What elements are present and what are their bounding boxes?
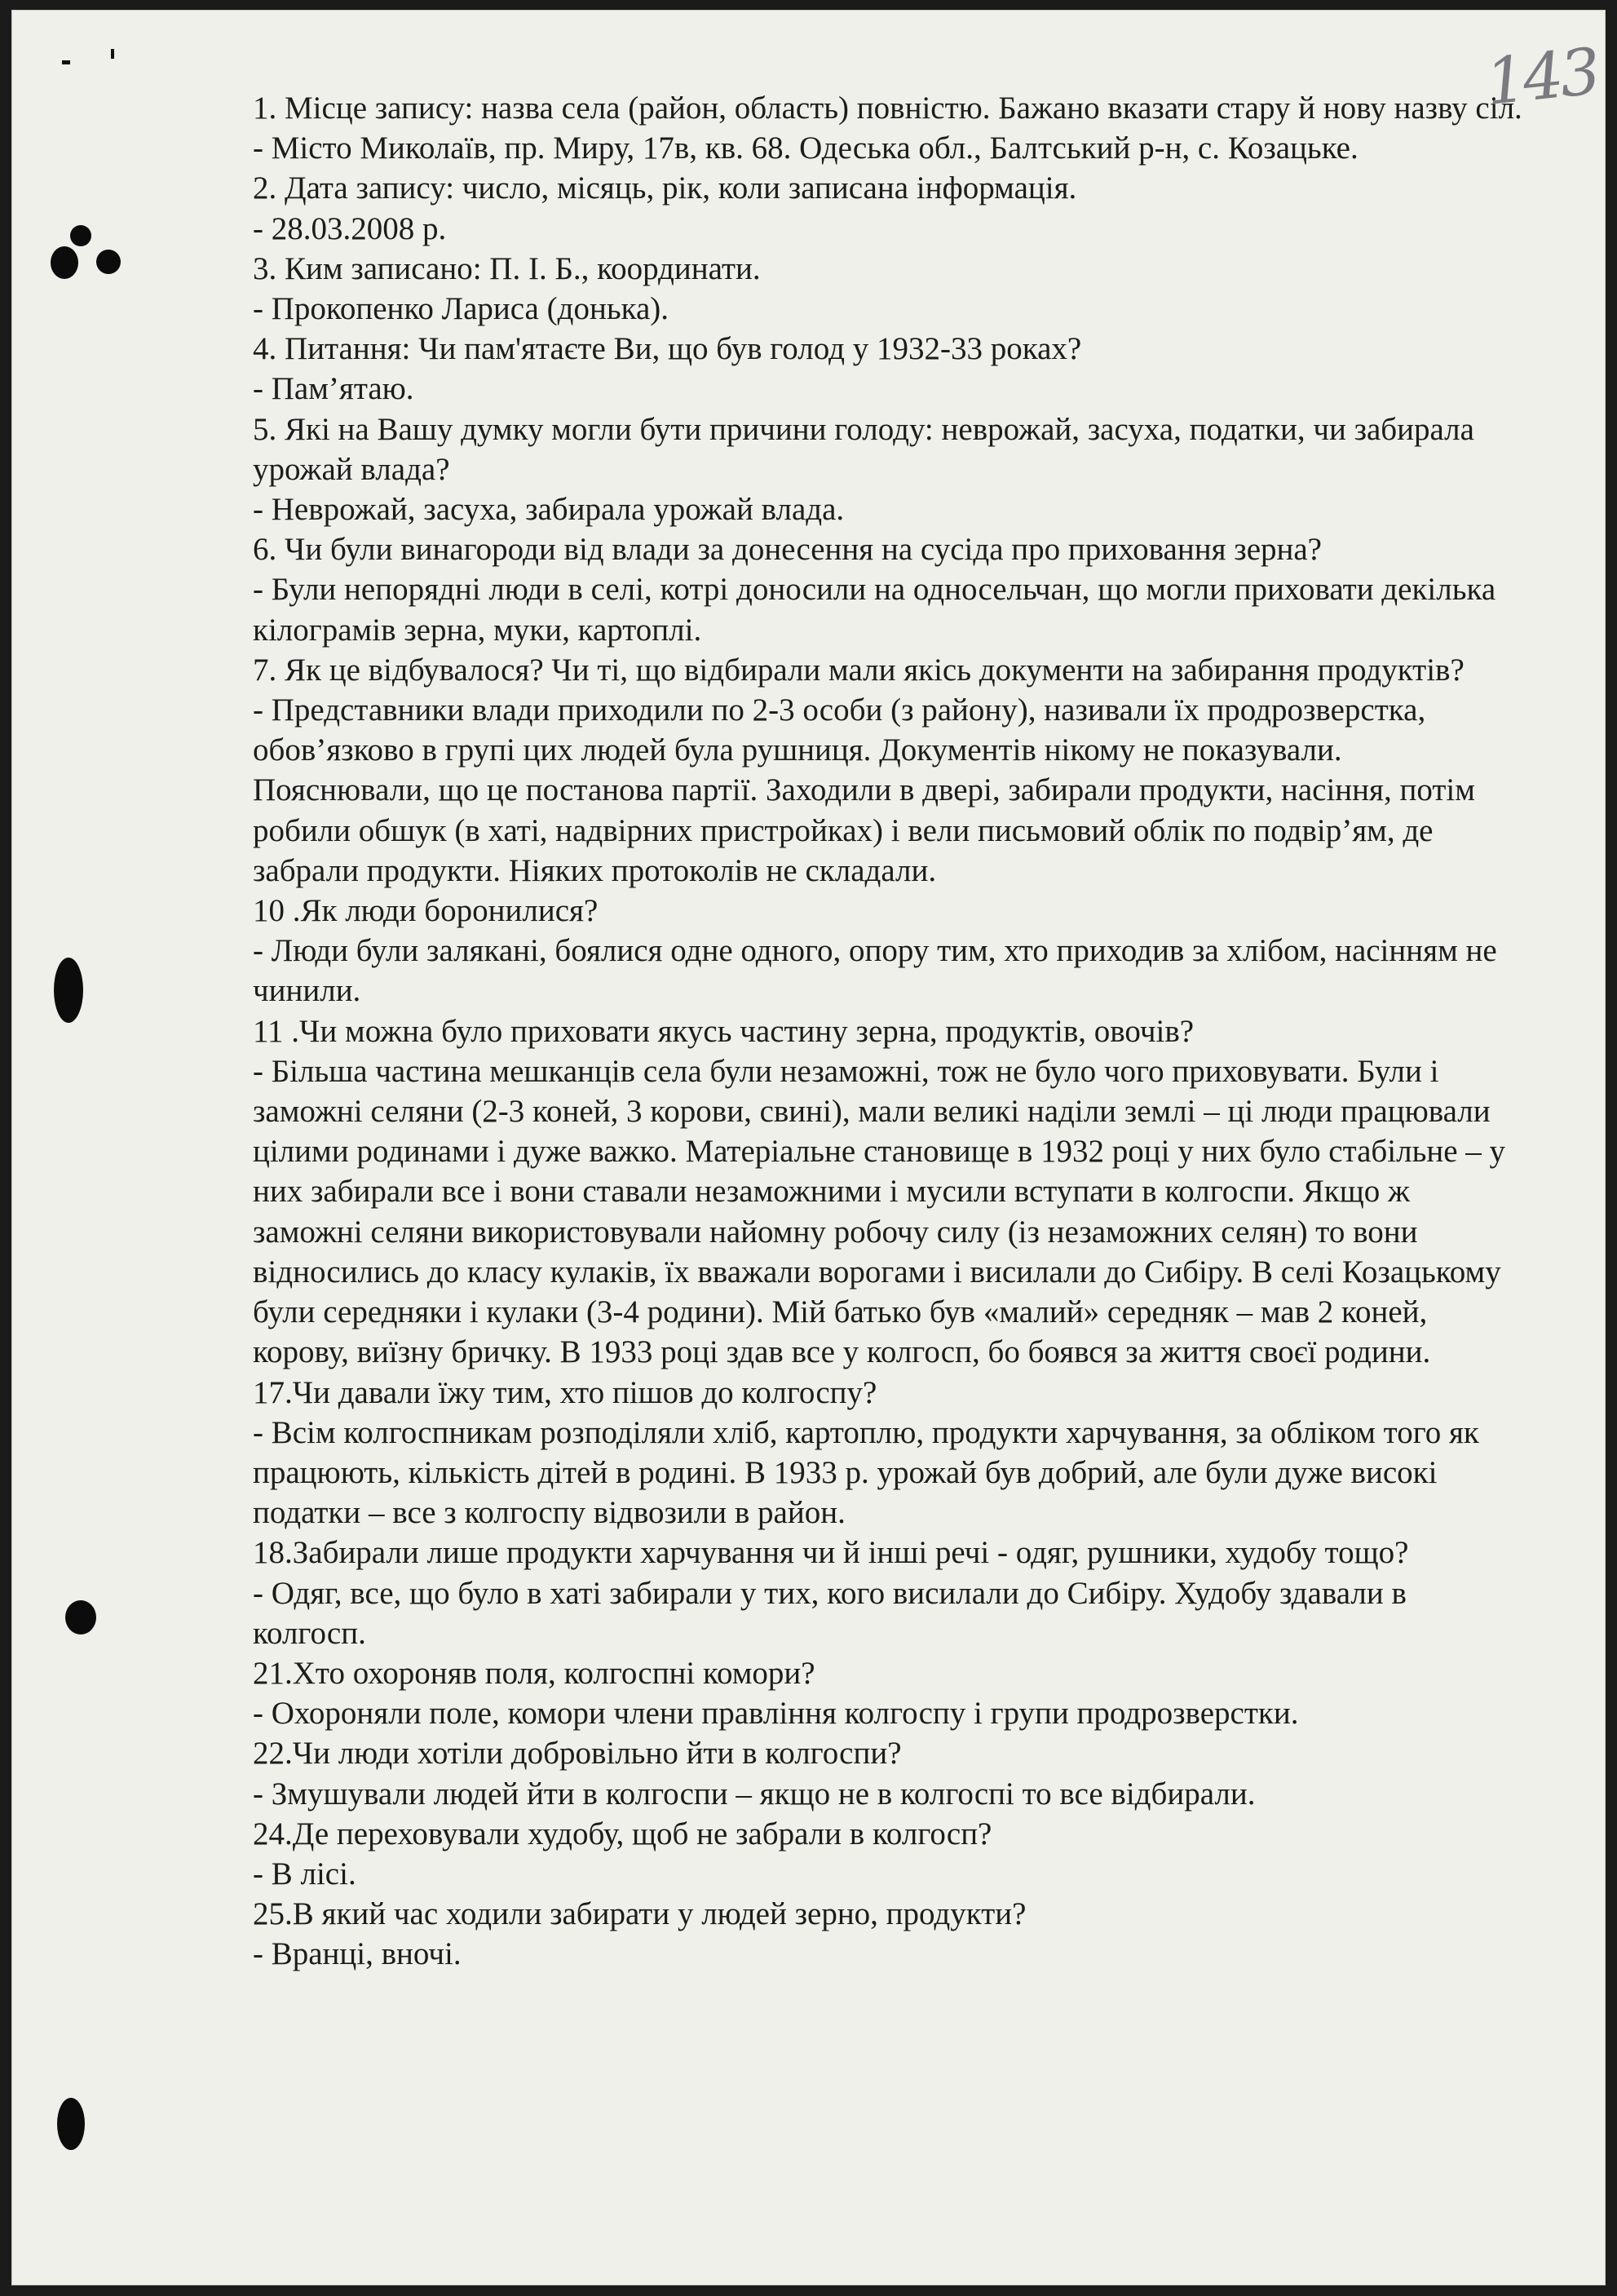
handwritten-page-number: 143 [1482, 35, 1602, 120]
answer-6: - Були непорядні люди в селі, котрі доносили на односельчан, що могли приховати декілька кілограмів зерна, муки, картоплі. [253, 572, 1496, 648]
answer-10: - Люди були залякані, боялися одне одного, опору тим, хто приходив за хлібом, насінням не чинили. [253, 933, 1497, 1009]
question-18: 18.Забирали лише продукти харчування чи й інші речі - одяг, рушники, худобу тощо? [253, 1535, 1409, 1571]
question-11: 11 .Чи можна було приховати якусь частину зерна, продуктів, овочів? [253, 1013, 1195, 1049]
answer-25: - Вранці, вночі. [253, 1936, 462, 1972]
question-3: 3. Ким записано: П. І. Б., координати. [253, 250, 761, 286]
answer-17: - Всім колгоспникам розподіляли хліб, картоплю, продукти харчування, за обліком того як працюють, кількість дітей в родині. В 1933 р. урожай був добрий, але були дуже високі податки – все з колгоспу відвозили в район. [253, 1414, 1479, 1531]
punch-hole [65, 1600, 96, 1635]
answer-2: - 28.03.2008 р. [253, 210, 447, 246]
punch-hole [51, 246, 78, 279]
punch-hole [57, 2098, 85, 2150]
document-body [253, 88, 1525, 1975]
question-21: 21.Хто охороняв поля, колгоспні комори? [253, 1655, 815, 1691]
answer-18: - Одяг, все, що було в хаті забирали у тих, кого висилали до Сибіру. Худобу здавали в колгосп. [253, 1575, 1407, 1651]
answer-11: - Більша частина мешканців села були незаможні, тож не було чого приховувати. Були і заможні селяни (2-3 коней, 3 корови, свині), мали великі наділи землі – ці люди працювали цілими родинами і дуже важко. Матеріальне становище в 1932 році у них було стабільне – у них забирали все і вони ставали незаможними і мусили вступати в колгоспи. Якщо ж заможні селяни використовували найомну робочу силу (із незаможних селян) то вони відносились до класу кулаків, їх вважали ворогами і висилали до Сибіру. В селі Козацькому були середняки і кулаки (3-4 родини). Мій батько був «малий» середняк – мав 2 коней, корову, виїзну бричку. В 1933 році здав все у колгосп, бо боявся за життя своєї родини. [253, 1053, 1506, 1370]
answer-7: - Представники влади приходили по 2-3 особи (з району), називали їх продрозверстка, обов’язково в групі цих людей була рушниця. Документів нікому не показували. Пояснювали, що це постанова партії. Заходили в двері, забирали продукти, насіння, потім робили обшук (в хаті, надвірних пристройках) і вели письмовий облік по подвір’ям, де забрали продукти. Ніяких протоколів не складали. [253, 692, 1475, 888]
question-1: 1. Місце запису: назва села (район, область) повністю. Бажано вказати стару й нову назву сіл. [253, 91, 1522, 126]
question-22: 22.Чи люди хотіли добровільно йти в колгоспи? [253, 1736, 902, 1772]
corner-mark [111, 49, 114, 59]
question-24: 24.Де переховували худобу, щоб не забрали в колгосп? [253, 1816, 992, 1851]
document-page [11, 10, 1606, 2285]
answer-24: - В лісі. [253, 1856, 356, 1891]
answer-1: - Місто Миколаїв, пр. Миру, 17в, кв. 68. Одеська обл., Балтський р-н, с. Козацьке. [253, 131, 1359, 166]
answer-3: - Прокопенко Лариса (донька). [253, 291, 669, 327]
corner-mark [62, 60, 70, 64]
question-7: 7. Як це відбувалося? Чи ті, що відбирали мали якісь документи на забирання продуктів? [253, 652, 1465, 688]
answer-21: - Охороняли поле, комори члени правління колгоспу і групи продрозверстки. [253, 1696, 1299, 1732]
answer-5: - Неврожай, засуха, забирала урожай влада. [253, 492, 845, 528]
punch-hole [54, 958, 83, 1023]
question-17: 17.Чи давали їжу тим, хто пішов до колгоспу? [253, 1374, 877, 1410]
question-25: 25.В який час ходили забирати у людей зерно, продукти? [253, 1896, 1027, 1932]
question-2: 2. Дата запису: число, місяць, рік, коли записана інформація. [253, 170, 1077, 206]
answer-22: - Змушували людей йти в колгоспи – якщо не в колгоспі то все відбирали. [253, 1776, 1256, 1812]
punch-hole [70, 225, 91, 246]
question-5: 5. Які на Вашу думку могли бути причини голоду: неврожай, засуха, податки, чи забирала урожай влада? [253, 411, 1474, 487]
answer-4: - Пам’ятаю. [253, 371, 414, 407]
punch-hole [96, 250, 121, 274]
question-4: 4. Питання: Чи пам'ятаєте Ви, що був голод у 1932-33 роках? [253, 331, 1082, 367]
question-10: 10 .Як люди боронилися? [253, 893, 599, 929]
question-6: 6. Чи були винагороди від влади за донесення на сусіда про приховання зерна? [253, 532, 1322, 568]
